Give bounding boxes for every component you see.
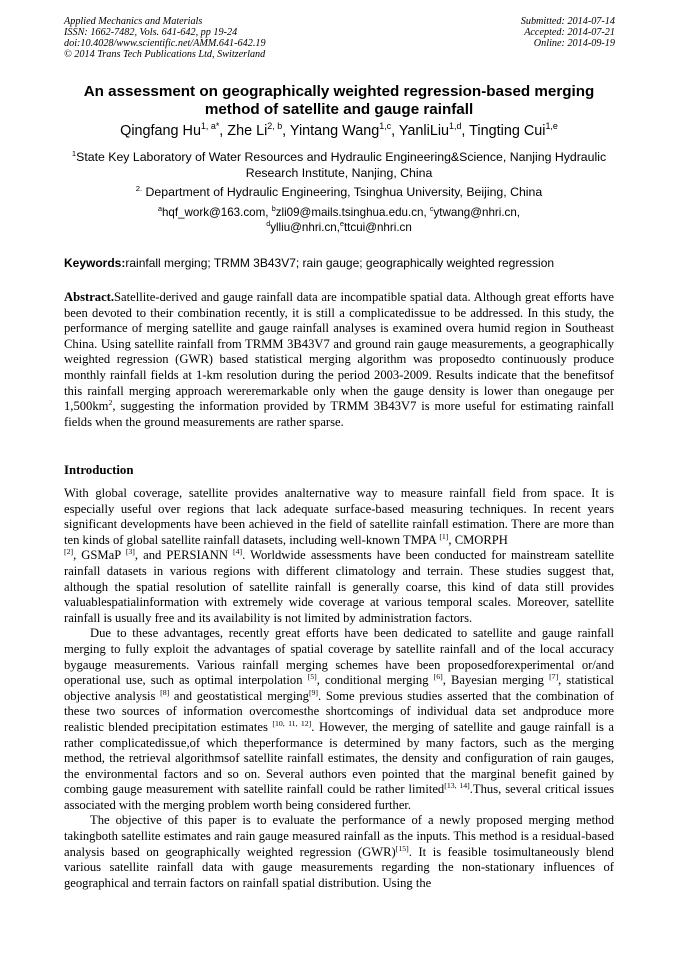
citation: [6] xyxy=(433,671,443,681)
author-separator: , xyxy=(391,123,399,139)
citation: [9] xyxy=(308,687,319,697)
citation: [5] xyxy=(307,671,317,681)
title-line-1: An assessment on geographically weighted regression-based merging xyxy=(83,83,595,100)
affiliation-text: State Key Laboratory of Water Resources and Hydraulic Engineering&Science, Nanjing Hydraulic xyxy=(76,150,607,164)
affiliation-2 xyxy=(40,184,638,200)
paragraph xyxy=(64,626,614,813)
author-name: YanliLiu xyxy=(398,123,450,139)
citation: [10, 11, 12] xyxy=(272,718,312,728)
citation: [15] xyxy=(395,843,409,853)
paragraph-text: Due to these advantages, recently great efforts have been dedicated to satellite and gauge rainfall merging to fully exploit the advantages of spatial coverage by satellite rainfall and of the local accuracy bygauge measurements. Various rainfall merging schemes have been proposedforexperimental or/and operational use, such as optimal interpolation xyxy=(64,626,614,688)
paragraph-text: , statistical objective analysis xyxy=(64,673,614,703)
paragraph-text: , and PERSIANN xyxy=(134,548,234,563)
citation: [2] xyxy=(64,547,74,557)
email-mark: e xyxy=(339,219,344,229)
citation: [7] xyxy=(549,671,559,681)
paragraph-text: , Bayesian merging xyxy=(442,673,550,688)
superscript: 2 xyxy=(108,397,113,407)
author-affiliation-mark: 1,d xyxy=(449,121,462,132)
abstract-text: Satellite-derived and gauge rainfall data are incompatible spatial data. Although great efforts have been devoted to their combination recently, it is still a complicatedissue to be addressed. In this study, the performance of merging satellite and gauge rainfall analyses is examined overa humid region in Southeast China. Using satellite rainfall from TRMM 3B43V7 and ground rain gauge measurements, a geographically weighted regression (GWR) based statistical merging algorithm was proposedto continuously produce monthly rainfall fields at 1-km resolution during the period 2003-2009. Results indicate that the benefitsof this rainfall merging approach wereremarkable only when the gauge density is lower than onegauge per 1,500km xyxy=(64,290,614,414)
email-address: zli09@mails.tsinghua.edu.cn, xyxy=(275,206,430,219)
author-name: Tingting Cui xyxy=(469,123,546,139)
keywords-label: Keywords: xyxy=(64,256,126,270)
submitted-date: Submitted: 2014-07-14 xyxy=(520,16,615,27)
paragraph-text: .Thus, several critical issues associated with the merging problem worth being considered further. xyxy=(64,782,615,812)
author-name: Qingfang Hu xyxy=(120,123,201,139)
author-name: Yintang Wang xyxy=(289,123,380,139)
affiliation-1 xyxy=(40,149,638,181)
email-address: hqf_work@163.com, xyxy=(161,206,272,219)
paragraph-text: . It is feasible tosimultaneously blend various satellite rainfall data with gauge measurements regarding the non-stationary influences of geographical and terrain factors on rainfall spatial distribution. Using the xyxy=(64,844,614,890)
abstract xyxy=(64,290,614,430)
journal-copyright: © 2014 Trans Tech Publications Ltd, Switzerland xyxy=(64,49,266,60)
citation: [8] xyxy=(160,687,170,697)
affiliation-text: Department of Hydraulic Engineering, Tsinghua University, Beijing, China xyxy=(142,185,543,199)
journal-issn: ISSN: 1662-7482, Vols. 641-642, pp 19-24 xyxy=(64,27,238,38)
keywords xyxy=(64,256,624,271)
title-line-2: method of satellite and gauge rainfall xyxy=(204,101,474,118)
citation: [3] xyxy=(125,547,135,557)
abstract-label: Abstract. xyxy=(64,290,115,304)
paragraph xyxy=(64,813,614,891)
email-mark: a xyxy=(157,204,162,214)
journal-name: Applied Mechanics and Materials xyxy=(64,16,203,27)
online-date: Online: 2014-09-19 xyxy=(533,38,615,49)
affiliation-number: 1 xyxy=(71,148,77,158)
paragraph-text: , GSMaP xyxy=(73,548,126,563)
paragraph-text: . Worldwide assessments have been conducted for mainstream satellite rainfall datasets in various regions with different climatology and terrain. These studies suggest that, although the spatial resolution of satellite rainfall is generally coarse, this kind of data still provides valuablespatialinformation with extremely wide coverage at various temporal scales. Moreover, satellite rainfall is usually free and its availability is not limited by administration factors. xyxy=(64,548,614,625)
paragraph-text: and geostatistical merging xyxy=(169,688,309,703)
paragraph-text: . Some previous studies asserted that the combination of these two sources of information overcomesthe shortcomings of individual data set andproduce more realistic blended precipitation estimates xyxy=(64,688,614,734)
affiliation-text: Research Institute, Nanjing, China xyxy=(245,166,433,180)
email-mark: c xyxy=(429,204,434,214)
email-address: ytwang@nhri.cn, xyxy=(433,206,521,219)
email-mark: b xyxy=(271,204,276,214)
email-address: ylliu@nhri.cn, xyxy=(270,221,340,234)
author-separator: , xyxy=(461,123,470,139)
author-emails xyxy=(40,205,638,235)
paragraph-text: The objective of this paper is to evaluate the performance of a newly proposed merging method takingboth satellite estimates and rain gauge measured rainfall as the inputs. This method is a residual-based analysis based on geographically weighted regression (GWR) xyxy=(64,813,614,859)
citation: [4] xyxy=(233,547,243,557)
paragraph-text: . However, the merging of satellite and gauge rainfall is a rather complicatedissue,of which theperformance is determined by many factors, such as the merging method, the retrieval algorithmsof satellite rainfall estimates, the density and configuration of rain gauges, the environmental factors and so on. Several authors even pointed that the marginal benefit gained by combing gauge measurement with satellite rainfall could be rather limited xyxy=(64,719,614,797)
accepted-date: Accepted: 2014-07-21 xyxy=(524,27,615,38)
citation: [13, 14] xyxy=(444,781,470,791)
journal-info xyxy=(64,16,266,60)
paragraph-text: , CMORPH xyxy=(448,532,508,547)
journal-doi: doi:10.4028/www.scientific.net/AMM.641-642.19 xyxy=(64,38,266,49)
section-heading-introduction: Introduction xyxy=(64,463,134,477)
affiliation-number: 2. xyxy=(135,183,143,193)
author-affiliation-mark: 2, b xyxy=(267,121,283,132)
paper-title xyxy=(60,83,618,119)
publication-dates xyxy=(521,16,615,49)
citation: [1] xyxy=(439,531,449,541)
author-affiliation-mark: 1, a* xyxy=(200,121,220,132)
keywords-text: rainfall merging; TRMM 3B43V7; rain gauge; geographically weighted regression xyxy=(125,256,555,270)
author-list xyxy=(40,122,638,140)
author-affiliation-mark: 1,c xyxy=(379,121,392,132)
author-name: Zhe Li xyxy=(227,123,268,139)
paragraph xyxy=(64,486,614,626)
author-separator: , xyxy=(282,123,290,139)
author-separator: , xyxy=(219,123,228,139)
abstract-text: , suggesting the information provided by TRMM 3B43V7 is more useful for estimating rainfall fields when the ground measurements are rather sparse. xyxy=(64,399,614,429)
email-mark: d xyxy=(266,219,271,229)
introduction-body xyxy=(64,486,614,891)
email-address: ttcui@nhri.cn xyxy=(343,221,412,234)
paragraph-text: , conditional merging xyxy=(316,673,434,688)
paragraph-text: With global coverage, satellite provides analternative way to measure rainfall field from space. It is especially useful over regions that lack adequate surface-based measuring techniques. In recent years significant developments have been achieved in the field of satellite rainfall estimation. There are more than ten kinds of global satellite rainfall datasets, including well-known TMPA xyxy=(64,486,614,547)
author-affiliation-mark: 1,e xyxy=(545,121,558,132)
